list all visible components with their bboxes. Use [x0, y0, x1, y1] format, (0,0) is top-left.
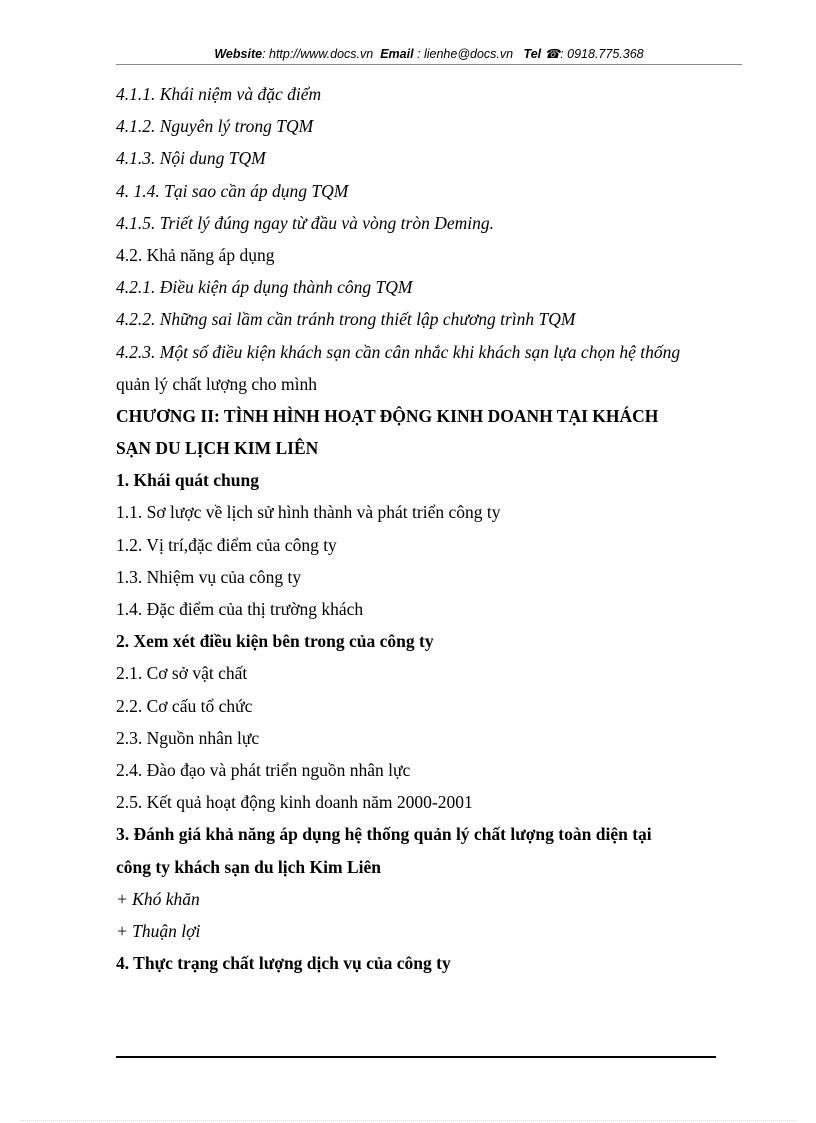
toc-line: 1.3. Nhiệm vụ của công ty [116, 566, 302, 587]
chapter-heading: CHƯƠNG II: TÌNH HÌNH HOẠT ĐỘNG KINH DOANH TẠI KHÁCH [116, 405, 659, 426]
toc-line: 4.2.2. Những sai lầm cần tránh trong thiết lập chương trình TQM [116, 309, 576, 330]
toc-line: 2.5. Kết quả hoạt động kinh doanh năm 2000-2001 [116, 792, 473, 813]
toc-line: 1.4. Đặc điểm của thị trường khách [116, 599, 364, 619]
section-heading: 2. Xem xét điều kiện bên trong của công ty [116, 631, 434, 652]
toc-line: 4.1.5. Triết lý đúng ngay từ đầu và vòng tròn Deming. [116, 212, 494, 233]
chapter-heading: SẠN DU LỊCH KIM LIÊN [116, 438, 319, 459]
tel-label: Tel [523, 47, 542, 61]
section-heading: 4. Thực trạng chất lượng dịch vụ của công ty [116, 953, 451, 974]
toc-line: 1.2. Vị trí,đặc điểm của công ty [116, 534, 337, 555]
toc-line: 4.2. Khả năng áp dụng [116, 244, 275, 265]
table-of-contents [116, 78, 746, 979]
toc-line: + Khó khăn [116, 888, 200, 909]
page-edge [20, 1120, 796, 1121]
toc-line: 4. 1.4. Tại sao cần áp dụng TQM [116, 180, 349, 201]
toc-line: 1.1. Sơ lược về lịch sử hình thành và phát triển công ty [116, 502, 501, 523]
section-heading: công ty khách sạn du lịch Kim Liên [116, 856, 381, 877]
header-divider [116, 64, 742, 65]
tel-number: : 0918.775.368 [560, 47, 644, 61]
section-heading: 3. Đánh giá khả năng áp dụng hệ thống quản lý chất lượng toàn diện tại [116, 824, 652, 845]
toc-line: 2.3. Nguồn nhân lực [116, 727, 260, 748]
toc-line: 4.1.2. Nguyên lý trong TQM [116, 116, 314, 137]
toc-line: 4.1.1. Khái niệm và đặc điểm [116, 84, 322, 104]
email-label: Email [380, 47, 414, 61]
toc-line: 2.2. Cơ cấu tổ chức [116, 695, 253, 716]
phone-icon: ☎ [544, 47, 561, 61]
footer-divider [116, 1056, 716, 1058]
toc-line: 4.1.3. Nội dung TQM [116, 148, 266, 169]
toc-line: 2.1. Cơ sở vật chất [116, 663, 248, 684]
website-url[interactable]: : http://www.docs.vn [262, 47, 374, 61]
page-header [116, 46, 742, 61]
toc-line: 2.4. Đào đạo và phát triển nguồn nhân lực [116, 759, 411, 780]
toc-line: + Thuận lợi [116, 920, 201, 941]
toc-line: 4.2.3. Một số điều kiện khách sạn cần cân nhắc khi khách sạn lựa chọn hệ thống [116, 341, 681, 362]
email-address[interactable]: : lienhe@docs.vn [417, 47, 514, 61]
website-label: Website [214, 47, 263, 61]
toc-line: 4.2.1. Điều kiện áp dụng thành công TQM [116, 277, 413, 298]
toc-line: quản lý chất lượng cho mình [116, 373, 317, 394]
section-heading: 1. Khái quát chung [116, 470, 259, 491]
